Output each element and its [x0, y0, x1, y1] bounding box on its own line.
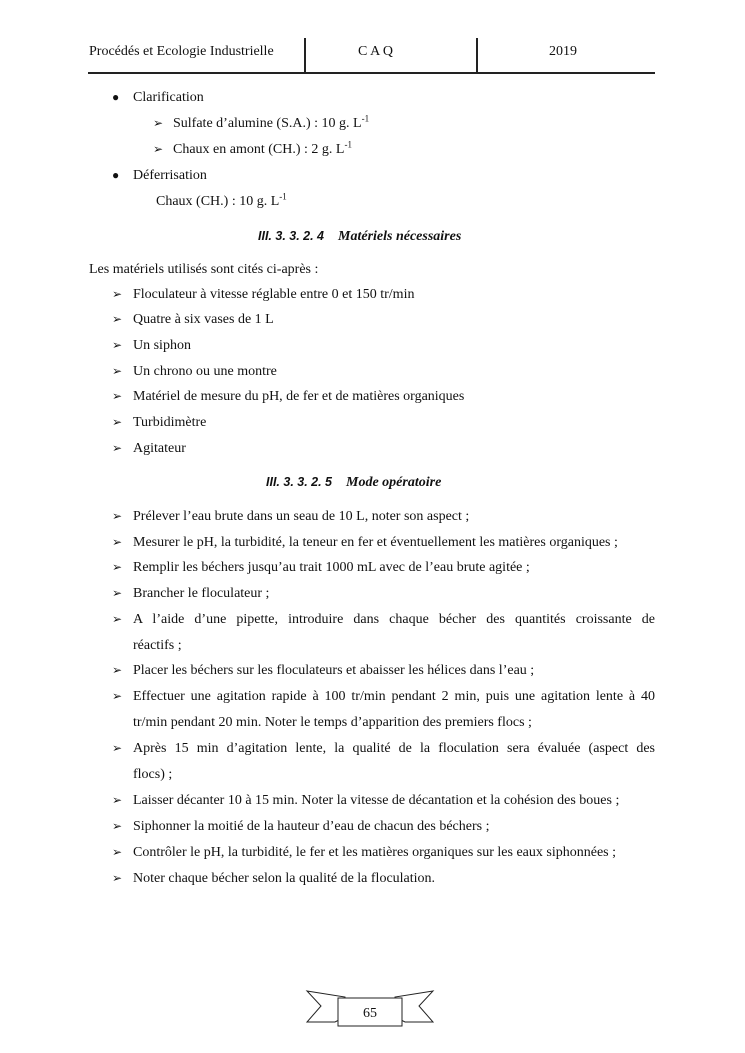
item-line: Après 15 min d’agitation lente, la qualité de la floculation sera évaluée (aspect des [133, 741, 655, 756]
arrow-bullet-icon: ➢ [112, 509, 123, 523]
list-item: Un siphon [133, 338, 191, 353]
list-item [133, 581, 655, 607]
list-item [133, 814, 655, 840]
arrow-bullet-icon: ➢ [112, 441, 123, 455]
header-divider [476, 38, 478, 73]
section-number: III. 3. 3. 2. 4 [258, 229, 325, 243]
item-line: Brancher le floculateur ; [133, 586, 270, 601]
item-line: A l’aide d’une pipette, introduire dans chaque bécher des quantités croissante de [133, 612, 655, 627]
item-text: Chaux (CH.) : 10 g. L [156, 194, 280, 209]
item-line: Remplir les béchers jusqu’au trait 1000 mL avec de l’eau brute agitée ; [133, 560, 530, 575]
arrow-bullet-icon: ➢ [112, 312, 123, 326]
arrow-bullet-icon: ➢ [112, 819, 123, 833]
arrow-bullet-icon: ➢ [112, 612, 123, 626]
list-item: Agitateur [133, 441, 186, 456]
paragraph: Les matériels utilisés sont cités ci-après : [89, 262, 319, 277]
item-line: Laisser décanter 10 à 15 min. Noter la vitesse de décantation et la cohésion des boues ; [133, 793, 620, 808]
arrow-bullet-icon: ➢ [112, 560, 123, 574]
list-item: Floculateur à vitesse réglable entre 0 et 150 tr/min [133, 287, 415, 302]
exponent: -1 [344, 139, 352, 150]
item-line: Mesurer le pH, la turbidité, la teneur en fer et éventuellement les matières organiques ; [133, 535, 618, 550]
item-line: Placer les béchers sur les floculateurs et abaisser les hélices dans l’eau ; [133, 663, 535, 678]
header-right: 2019 [549, 44, 577, 59]
list-item [133, 788, 655, 814]
list-item: Turbidimètre [133, 415, 207, 430]
list-item [133, 607, 655, 659]
bullet-icon: ● [112, 90, 120, 104]
item-line: Effectuer une agitation rapide à 100 tr/min pendant 2 min, puis une agitation lente à 40 [133, 689, 655, 704]
arrow-bullet-icon: ➢ [112, 586, 123, 600]
arrow-bullet-icon: ➢ [112, 793, 123, 807]
section-title: Matériels nécessaires [338, 229, 462, 244]
arrow-bullet-icon: ➢ [153, 116, 164, 130]
list-item [133, 736, 655, 788]
list-item: Déferrisation [133, 168, 207, 183]
exponent: -1 [279, 191, 287, 202]
arrow-bullet-icon: ➢ [112, 364, 123, 378]
list-item [133, 530, 655, 556]
section-title: Mode opératoire [346, 475, 442, 490]
list-item [133, 866, 655, 892]
header-divider [304, 38, 306, 73]
list-item: Quatre à six vases de 1 L [133, 312, 274, 327]
list-item: Matériel de mesure du pH, de fer et de matières organiques [133, 389, 465, 404]
section-heading [258, 229, 461, 245]
item-line: flocs) ; [133, 767, 173, 782]
item-line: Noter chaque bécher selon la qualité de la floculation. [133, 871, 436, 886]
bullet-icon: ● [112, 168, 120, 182]
arrow-bullet-icon: ➢ [112, 689, 123, 703]
header-center: C A Q [358, 44, 394, 59]
item-text: Sulfate d’alumine (S.A.) : 10 g. L [173, 116, 362, 131]
arrow-bullet-icon: ➢ [112, 741, 123, 755]
list-item [133, 555, 655, 581]
list-item [156, 191, 287, 210]
arrow-bullet-icon: ➢ [153, 142, 164, 156]
arrow-bullet-icon: ➢ [112, 871, 123, 885]
list-item [133, 504, 655, 530]
page-number: 65 [363, 1006, 377, 1021]
list-item [133, 840, 655, 866]
header-left: Procédés et Ecologie Industrielle [89, 44, 274, 59]
arrow-bullet-icon: ➢ [112, 845, 123, 859]
list-item: Un chrono ou une montre [133, 364, 277, 379]
item-line: Contrôler le pH, la turbidité, le fer et les matières organiques sur les eaux siphonnées ; [133, 845, 616, 860]
item-line: réactifs ; [133, 638, 182, 653]
item-line: Prélever l’eau brute dans un seau de 10 L, noter son aspect ; [133, 509, 470, 524]
item-line: tr/min pendant 20 min. Noter le temps d’apparition des premiers flocs ; [133, 715, 532, 730]
arrow-bullet-icon: ➢ [112, 287, 123, 301]
arrow-bullet-icon: ➢ [112, 338, 123, 352]
list-item: Clarification [133, 90, 204, 105]
list-item [173, 139, 352, 158]
arrow-bullet-icon: ➢ [112, 389, 123, 403]
item-line: Siphonner la moitié de la hauteur d’eau de chacun des béchers ; [133, 819, 490, 834]
arrow-bullet-icon: ➢ [112, 415, 123, 429]
list-item [133, 684, 655, 736]
arrow-bullet-icon: ➢ [112, 663, 123, 677]
exponent: -1 [361, 113, 370, 124]
header-rule [88, 72, 655, 74]
list-item [173, 113, 370, 132]
list-item [133, 658, 655, 684]
item-text: Chaux en amont (CH.) : 2 g. L [173, 142, 345, 157]
section-number: III. 3. 3. 2. 5 [266, 475, 333, 489]
section-heading [266, 475, 441, 491]
arrow-bullet-icon: ➢ [112, 535, 123, 549]
